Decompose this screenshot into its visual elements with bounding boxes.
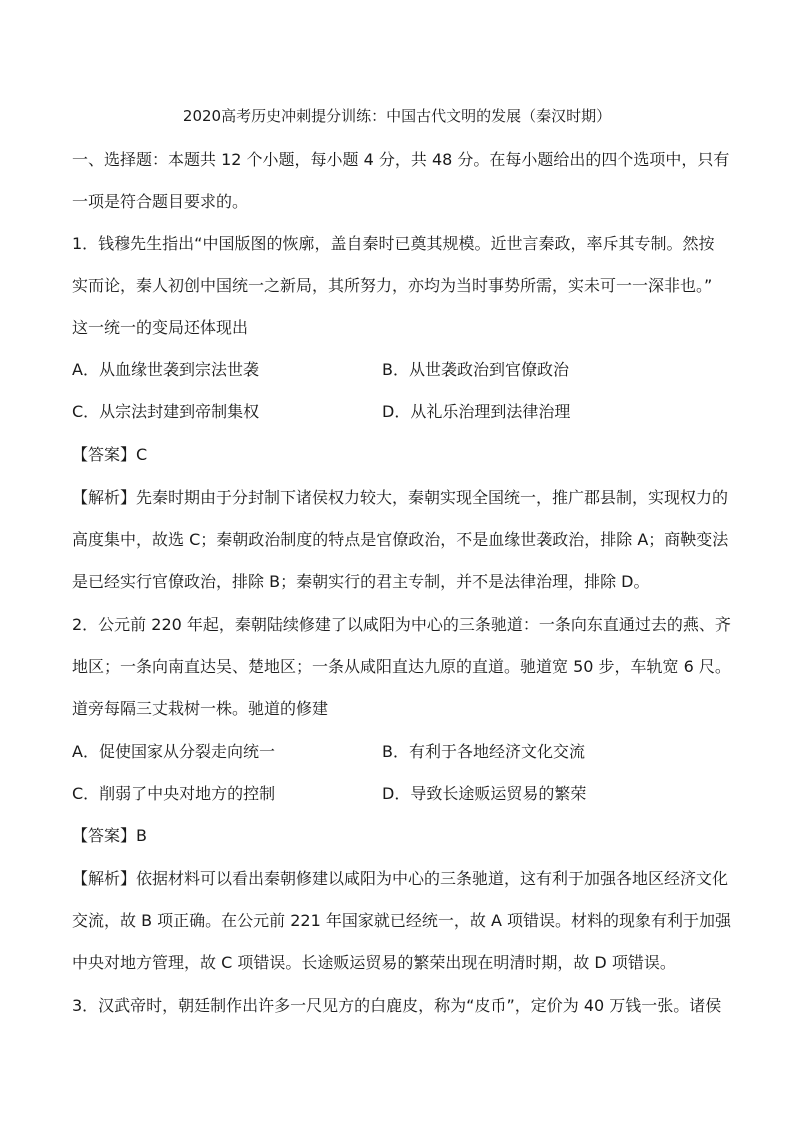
question-3-stem-line: 3．汉武帝时，朝廷制作出许多一尺见方的白鹿皮，称为“皮币”，定价为 40 万钱一张。诸侯 xyxy=(72,996,722,1015)
question-2-stem-line: 道旁每隔三丈栽树一株。驰道的修建 xyxy=(72,699,329,718)
question-2-stem-line: 2．公元前 220 年起，秦朝陆续修建了以咸阳为中心的三条驰道：一条向东直通过去的燕、齐 xyxy=(72,615,731,634)
question-2-option-c: C．削弱了中央对地方的控制 xyxy=(72,784,276,803)
question-2-answer: 【答案】B xyxy=(72,826,147,845)
section-instruction-line: 一项是符合题目要求的。 xyxy=(72,192,249,211)
question-2-option-b: B．有利于各地经济文化交流 xyxy=(382,742,585,761)
question-2-option-a: A．促使国家从分裂走向统一 xyxy=(72,742,275,761)
question-2-option-d: D．导致长途贩运贸易的繁荣 xyxy=(382,784,587,803)
question-2-analysis-line: 【解析】依据材料可以看出秦朝修建以咸阳为中心的三条驰道，这有利于加强各地区经济文化 xyxy=(72,869,729,888)
question-1-answer: 【答案】C xyxy=(72,445,148,464)
question-1-stem-line: 1．钱穆先生指出“中国版图的恢廓，盖自秦时已奠其规模。近世言秦政，率斥其专制。然按 xyxy=(72,234,715,253)
question-1-analysis-line: 高度集中，故选 C；秦朝政治制度的特点是官僚政治，不是血缘世袭政治，排除 A；商鞅变法 xyxy=(72,530,729,549)
question-1-analysis-line: 【解析】先秦时期由于分封制下诸侯权力较大，秦朝实现全国统一，推广郡县制，实现权力的 xyxy=(72,488,729,507)
question-2-stem-line: 地区；一条向南直达吴、楚地区；一条从咸阳直达九原的直道。驰道宽 50 步，车轨宽 6 尺。 xyxy=(72,657,731,676)
question-1-option-b: B．从世袭政治到官僚政治 xyxy=(382,360,569,379)
page-title: 2020高考历史冲刺提分训练：中国古代文明的发展（秦汉时期） xyxy=(182,107,612,125)
question-1-option-d: D．从礼乐治理到法律治理 xyxy=(382,402,571,421)
section-instruction-line: 一、选择题：本题共 12 个小题，每小题 4 分，共 48 分。在每小题给出的四个选项中，只有 xyxy=(72,150,730,169)
question-1-stem-line: 这一统一的变局还体现出 xyxy=(72,318,249,337)
question-1-option-c: C．从宗法封建到帝制集权 xyxy=(72,402,260,421)
question-2-analysis-line: 交流，故 B 项正确。在公元前 221 年国家就已经统一，故 A 项错误。材料的现象有利于加强 xyxy=(72,911,731,930)
question-2-analysis-line: 中央对地方管理，故 C 项错误。长途贩运贸易的繁荣出现在明清时期，故 D 项错误。 xyxy=(72,953,676,972)
question-1-stem-line: 实而论，秦人初创中国统一之新局，其所努力，亦均为当时事势所需，实未可一一深非也。” xyxy=(72,276,713,295)
question-1-analysis-line: 是已经实行官僚政治，排除 B；秦朝实行的君主专制，并不是法律治理，排除 D。 xyxy=(72,572,650,591)
question-1-option-a: A．从血缘世袭到宗法世袭 xyxy=(72,360,259,379)
